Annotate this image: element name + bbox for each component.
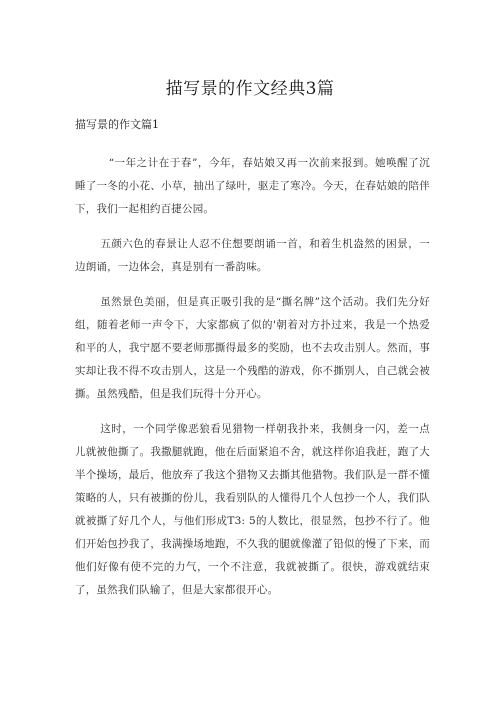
paragraph-3: 虽然景色美丽，但是真正吸引我的是“撕名牌”这个活动。我们先分好组，随着老师一声令下，大家都疯了似的'朝着对方扑过来，我是一个热爱和平的人，我宁愿不要老师那撕得最多的奖励，也不去攻击别人。然而，事实却让我不得不攻击别人，这是一个残酷的游戏，你不撕别人，自己就会被撕。虽然残酷，但是我们玩得十分开心。 <box>75 296 430 400</box>
document-body <box>75 152 430 602</box>
paragraph-4: 这时，一个同学像恶狼看见猎物一样朝我扑来，我侧身一闪，差一点儿就被他撕了。我撒腿就跑，他在后面紧追不舍，就这样你追我赶，跑了大半个操场，最后，他放弃了我这个猎物又去撕其他猎物。我们队是一群不懂策略的人，只有被撕的份儿，我看别队的人懂得几个人包抄一个人，我们队就被撕了好几个人，与他们形成T3: 5的人数比，很显然，包抄不行了。他们开始包抄我了，我满操场地跑，不久我的腿就像灌了铅似的慢了下来，而他们好像有使不完的力气，一个不注意，我就被撕了。很快，游戏就结束了，虽然我们队输了，但是大家都很开心。 <box>75 423 430 596</box>
paragraph-1: “一年之计在于春”，今年，春姑娘又再一次前来报到。她唤醒了沉睡了一冬的小花、小草，抽出了绿叶，驱走了寒冷。今天，在春姑娘的陪伴下，我们一起相约百捷公园。 <box>75 157 430 215</box>
paragraph-2: 五颜六色的春景让人忍不住想要朗诵一首，和着生机盎然的困景，一边朗诵，一边体会，真是别有一番韵味。 <box>75 238 430 273</box>
document-title: 描写景的作文经典3篇 <box>165 79 335 99</box>
section-heading: 描写景的作文篇1 <box>75 118 159 131</box>
